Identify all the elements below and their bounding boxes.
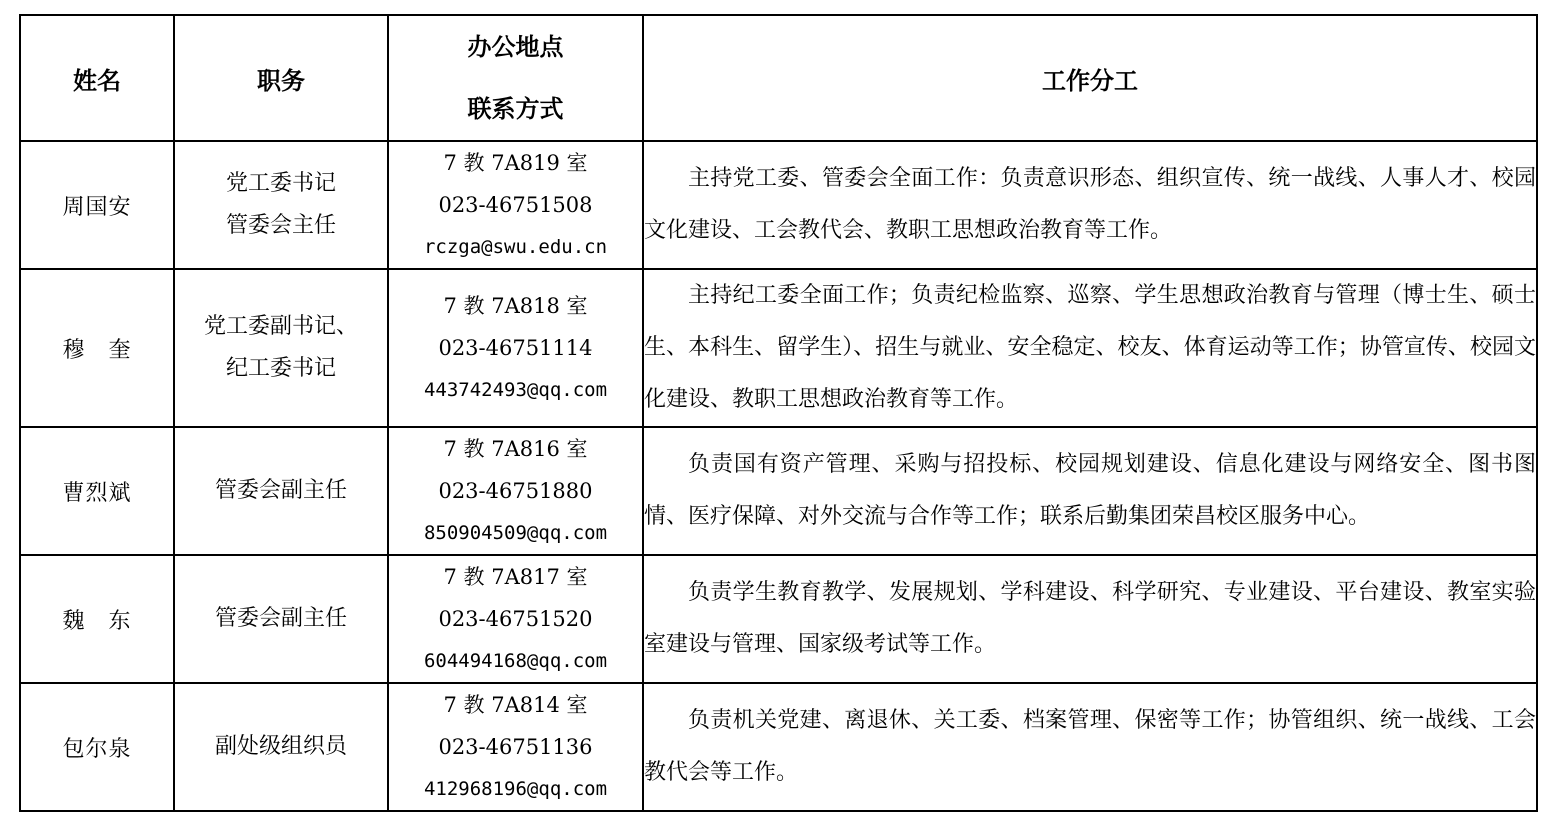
role-line: 党工委书记: [225, 171, 336, 196]
duty-text: 负责国有资产管理、采购与招投标、校园规划建设、信息化建设与网络安全、图书图情、医疗保障、对外交流与合作等工作；联系后勤集团荣昌校区服务中心。: [644, 452, 1536, 529]
table-row: [20, 269, 1537, 427]
phone-number: 023-46751136: [438, 735, 593, 759]
cell-contact: [388, 555, 643, 683]
cell-role: [174, 427, 388, 555]
cell-role: [174, 683, 388, 811]
cell-contact: [388, 269, 643, 427]
header-name: 姓名: [20, 15, 174, 141]
header-row: [20, 15, 1537, 141]
cell-duty: [643, 269, 1537, 427]
cell-duty: [643, 683, 1537, 811]
header-contact: [388, 15, 643, 141]
email-address: 604494168@qq.com: [423, 650, 608, 672]
phone-number: 023-46751520: [438, 607, 593, 631]
cell-contact: [388, 427, 643, 555]
role-line: 纪工委书记: [225, 356, 336, 381]
cell-role: [174, 269, 388, 427]
cell-role: [174, 141, 388, 269]
office-location: 7 教 7A819 室: [443, 151, 588, 175]
email-address: 443742493@qq.com: [423, 379, 608, 401]
cell-contact: [388, 141, 643, 269]
table-row: [20, 427, 1537, 555]
office-location: 7 教 7A818 室: [443, 294, 588, 318]
cell-duty: [643, 141, 1537, 269]
header-duty: 工作分工: [643, 15, 1537, 141]
phone-number: 023-46751880: [438, 479, 593, 503]
office-location: 7 教 7A817 室: [443, 565, 588, 589]
role-line: 管委会副主任: [214, 478, 347, 503]
duty-text: 主持纪工委全面工作；负责纪检监察、巡察、学生思想政治教育与管理（博士生、硕士生、本科生、留学生）、招生与就业、安全稳定、校友、体育运动等工作；协管宣传、校园文化建设、教职工思想政治教育等工作。: [644, 283, 1536, 412]
cell-name: 周国安: [20, 141, 174, 269]
phone-number: 023-46751114: [438, 336, 593, 360]
cell-name: 曹烈斌: [20, 427, 174, 555]
table-row: [20, 683, 1537, 811]
cell-duty: [643, 427, 1537, 555]
table-row: [20, 555, 1537, 683]
cell-name: 魏 东: [20, 555, 174, 683]
duty-text: 负责学生教育教学、发展规划、学科建设、科学研究、专业建设、平台建设、教室实验室建设与管理、国家级考试等工作。: [644, 580, 1536, 657]
cell-role: [174, 555, 388, 683]
table-row: [20, 141, 1537, 269]
duty-text: 负责机关党建、离退休、关工委、档案管理、保密等工作；协管组织、统一战线、工会教代会等工作。: [644, 708, 1536, 785]
role-line: 党工委副书记、: [203, 314, 358, 339]
email-address: rczga@swu.edu.cn: [423, 236, 608, 258]
role-line: 管委会主任: [225, 213, 336, 238]
header-role: 职务: [174, 15, 388, 141]
phone-number: 023-46751508: [438, 193, 593, 217]
email-address: 412968196@qq.com: [423, 778, 608, 800]
cell-name: 穆 奎: [20, 269, 174, 427]
cell-name: 包尔泉: [20, 683, 174, 811]
header-contact-office: 办公地点: [467, 33, 564, 61]
cell-duty: [643, 555, 1537, 683]
email-address: 850904509@qq.com: [423, 522, 608, 544]
duty-text: 主持党工委、管委会全面工作：负责意识形态、组织宣传、统一战线、人事人才、校园文化建设、工会教代会、教职工思想政治教育等工作。: [644, 166, 1536, 243]
role-line: 副处级组织员: [214, 734, 347, 759]
staff-duty-table: [19, 14, 1538, 812]
header-contact-method: 联系方式: [467, 95, 564, 123]
cell-contact: [388, 683, 643, 811]
office-location: 7 教 7A816 室: [443, 437, 588, 461]
role-line: 管委会副主任: [214, 606, 347, 631]
office-location: 7 教 7A814 室: [443, 693, 588, 717]
